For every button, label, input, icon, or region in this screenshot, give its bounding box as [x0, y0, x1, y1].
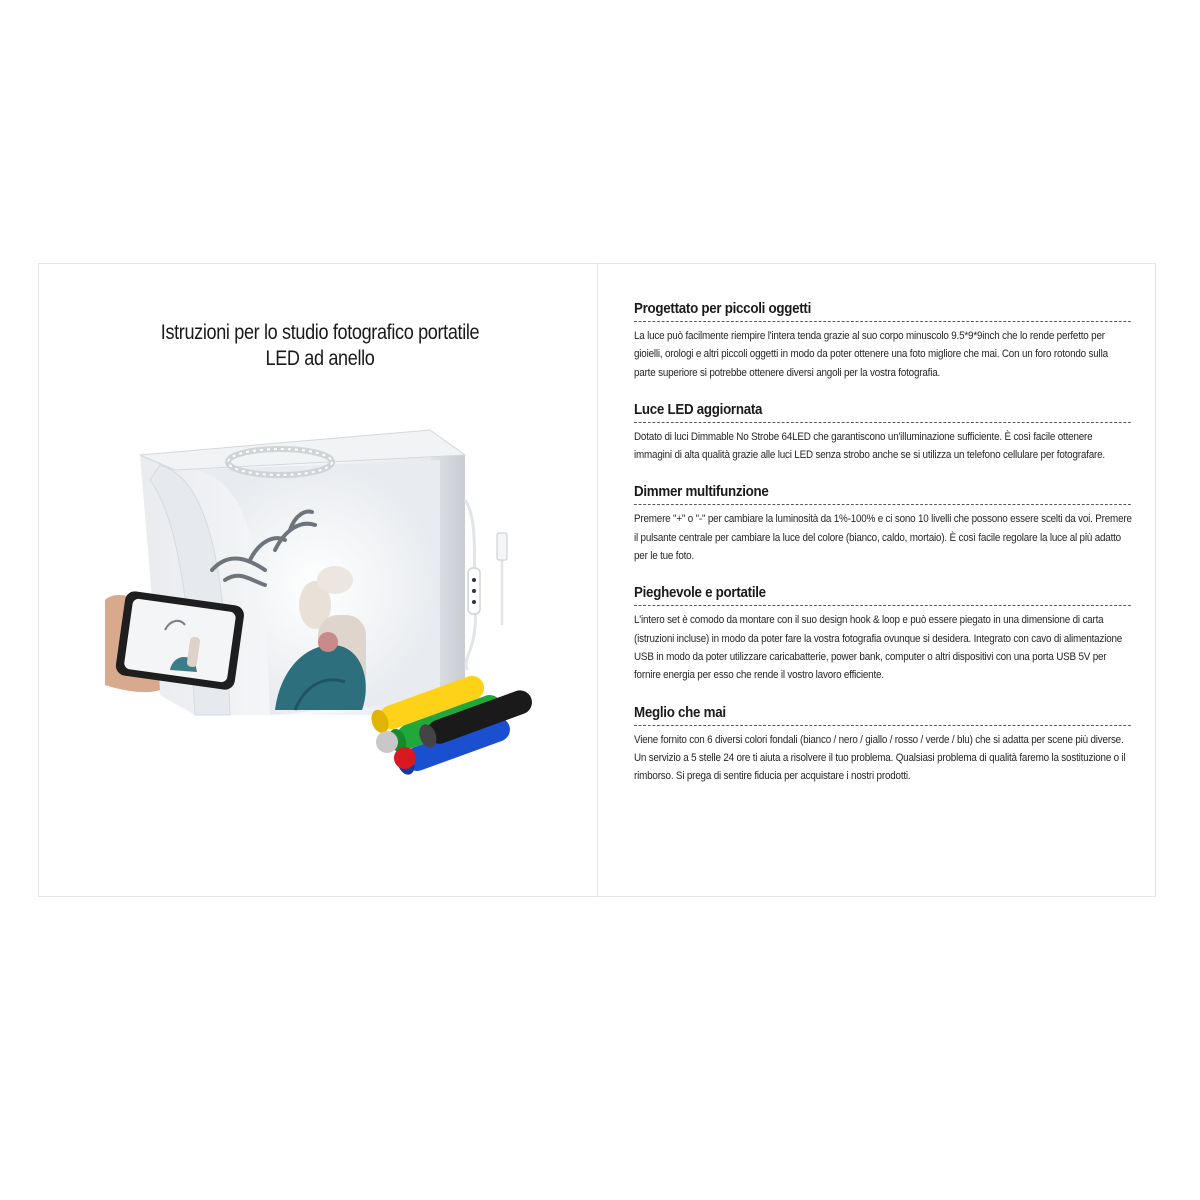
product-photo	[100, 420, 570, 800]
feature-heading: Dimmer multifunzione	[634, 483, 1131, 505]
feature-section	[634, 401, 1132, 465]
features-column	[634, 300, 1132, 804]
feature-section	[634, 584, 1132, 684]
feature-body: L'intero set è comodo da montare con il suo design hook & loop e può essere piegato in una dimensione di carta (istruzioni incluse) in modo da poter fare la vostra fotografia ovunque si desidera. Integrato con cavo di alimentazione USB in modo da poter utilizzare caricabatterie, power bank, computer o altri dispositivi con una porta USB 5V per fornire energia per esso che rende il vostro lavoro efficiente.	[634, 614, 1123, 682]
page-divider	[597, 263, 598, 897]
feature-body: Premere "+" o "-" per cambiare la luminosità da 1%-100% e ci sono 10 livelli che possono essere scelti da voi. Premere il pulsante centrale per cambiare la luce del colore (bianco, caldo, mortaio). È così facile regolare la luce al più adatto per le tue foto.	[634, 513, 1132, 563]
page-title	[105, 320, 535, 372]
feature-body: Dotato di luci Dimmable No Strobe 64LED che garantiscono un'illuminazione sufficiente. È così facile ottenere immagini di alta qualità grazie alle luci LED senza strobo anche se si utilizza un telefono cellulare per fotografare.	[634, 430, 1105, 462]
usb-dimmer-cable	[465, 500, 507, 670]
feature-heading: Meglio che mai	[634, 704, 1131, 726]
feature-body: La luce può facilmente riempire l'intera tenda grazie al suo corpo minuscolo 9.5*9*9inch che lo rende perfetto per gioielli, orologi e altri piccoli oggetti in modo da poter ottenere una foto migliore che mai. Con un foro rotondo sulla parte superiore si potrebbe ottenere diversi angoli per la vostra fotografia.	[634, 330, 1108, 379]
feature-heading: Pieghevole e portatile	[634, 584, 1131, 606]
feature-body: Viene fornito con 6 diversi colori fondali (bianco / nero / giallo / rosso / verde / blu) che si adatta per scene più diverse. Un servizio a 5 stelle 24 ore ti aiuta a risolvere il tuo problema. Qualsiasi problema di qualità faremo la sostituzione o il rimborso. Si prega di sentire fiducia per acquistare i nostri prodotti.	[634, 733, 1126, 783]
feature-section	[634, 704, 1132, 786]
feature-section	[634, 483, 1132, 565]
title-line-1: Istruzioni per lo studio fotografico portatile	[160, 321, 480, 344]
feature-section	[634, 300, 1132, 382]
title-line-2: LED ad anello	[265, 347, 375, 370]
feature-heading: Progettato per piccoli oggetti	[634, 300, 1131, 322]
phone-in-hand	[105, 590, 245, 692]
feature-heading: Luce LED aggiornata	[634, 401, 1131, 423]
